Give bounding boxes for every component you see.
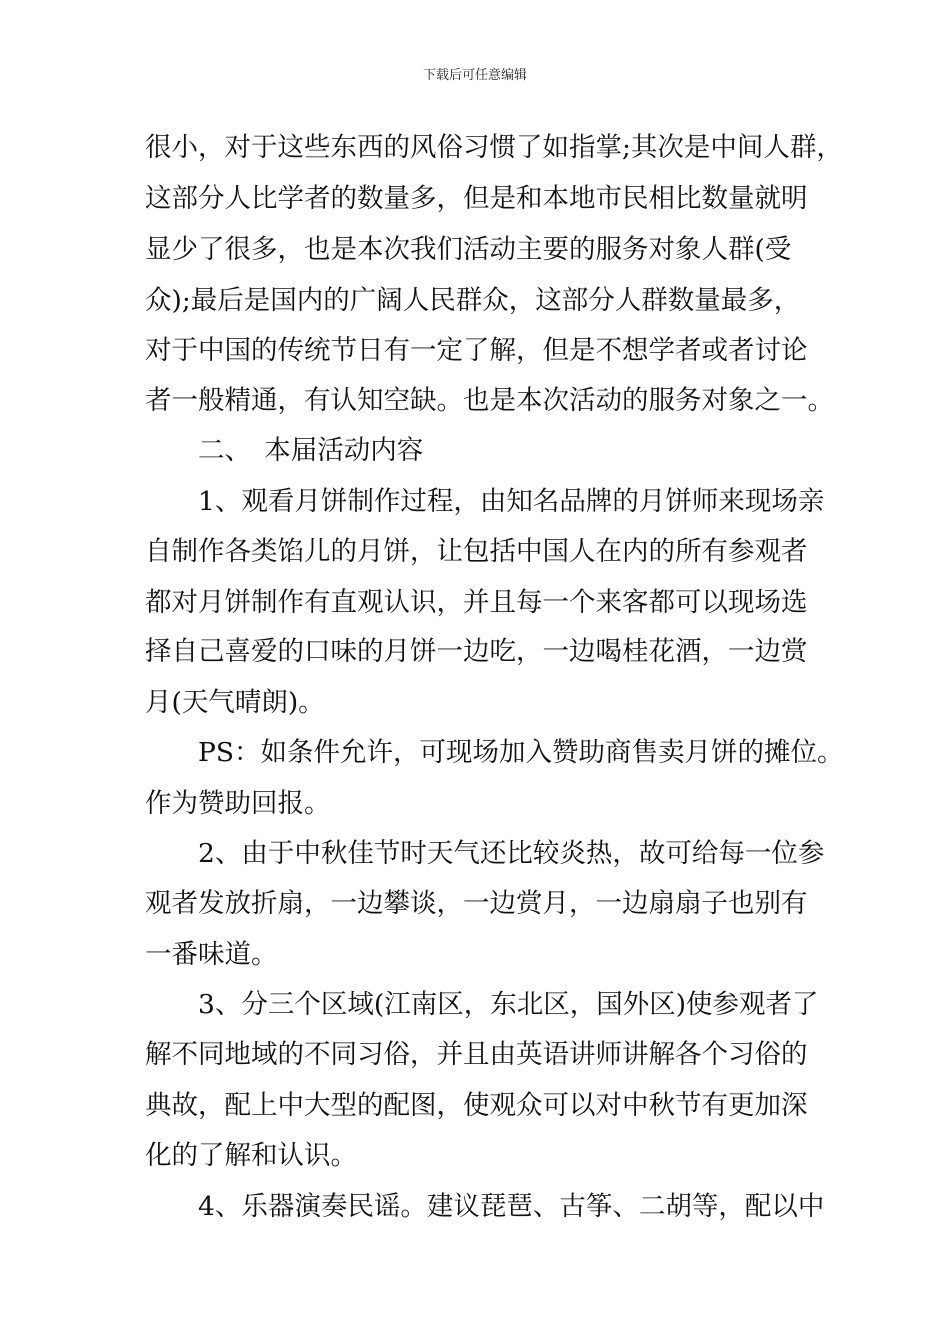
text-line: 对于中国的传统节日有一定了解，但是不想学者或者讨论: [145, 335, 808, 366]
text-line: 2、由于中秋佳节时天气还比较炎热，故可给每一位参: [145, 838, 825, 869]
text-line: 都对月饼制作有直观认识，并且每一个来客都可以现场选: [145, 587, 808, 618]
text-line: 解不同地域的不同习俗，并且由英语讲师讲解各个习俗的: [145, 1039, 808, 1070]
text-line: 这部分人比学者的数量多，但是和本地市民相比数量就明: [145, 183, 808, 214]
page-header: 下载后可任意编辑: [422, 68, 527, 83]
text-line: 1、观看月饼制作过程，由知名品牌的月饼师来现场亲: [145, 486, 825, 517]
section-heading: 二、 本届活动内容: [145, 435, 424, 466]
text-line: 观者发放折扇，一边攀谈，一边赏月，一边扇扇子也别有: [145, 888, 808, 919]
text-line: 3、分三个区域(江南区，东北区，国外区)使参观者了: [145, 989, 819, 1020]
text-line: 4、乐器演奏民谣。建议琵琶、古筝、二胡等，配以中: [145, 1191, 825, 1222]
text-line: 显少了很多，也是本次我们活动主要的服务对象人群(受: [145, 234, 792, 265]
text-line: 者一般精通，有认知空缺。也是本次活动的服务对象之一。: [145, 385, 834, 416]
text-line: 作为赞助回报。: [145, 788, 331, 819]
text-line: 化的了解和认识。: [145, 1140, 357, 1171]
text-line: 很小，对于这些东西的风俗习惯了如指掌;其次是中间人群，: [145, 132, 843, 163]
text-line: 众);最后是国内的广阔人民群众，这部分人群数量最多，: [145, 285, 801, 316]
text-line: 月(天气晴朗)。: [145, 687, 325, 718]
text-line: 典故，配上中大型的配图，使观众可以对中秋节有更加深: [145, 1090, 808, 1121]
text-line: 一番味道。: [145, 939, 278, 970]
text-line: PS：如条件允许，可现场加入赞助商售卖月饼的摊位。: [145, 737, 844, 768]
text-line: 自制作各类馅儿的月饼，让包括中国人在内的所有参观者: [145, 536, 808, 567]
text-line: 择自己喜爱的口味的月饼一边吃，一边喝桂花酒，一边赏: [145, 636, 808, 667]
